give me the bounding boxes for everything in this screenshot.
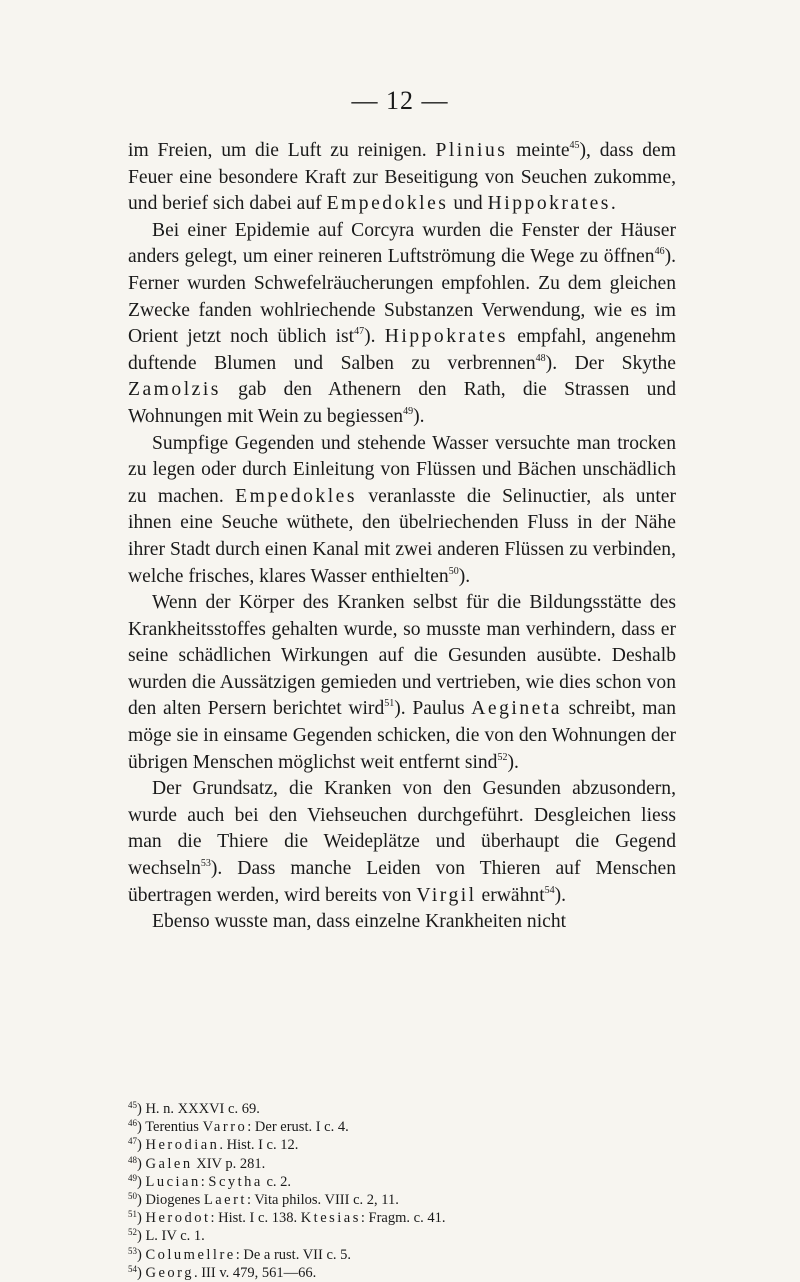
text-run: : Fragm. c. 41. xyxy=(360,1210,446,1227)
spaced-name: Hippokrates xyxy=(384,326,509,348)
footnote-ref: 53 xyxy=(128,1245,137,1256)
spaced-name: Laert xyxy=(203,1192,247,1209)
text-run: ) xyxy=(137,1246,146,1263)
text-run: ) Terentius xyxy=(137,1119,203,1136)
text-run: veranlasste die Selinuctier, als unter ihnen eine Seuche wüthete, den übelriechenden Fluss in der Nähe ihrer Stadt durch einen Kanal mit zwei anderen Flüssen zu verbinden, welche frisches, klares Wasser enthielten xyxy=(128,485,676,587)
footnote-ref: 45 xyxy=(128,1100,137,1110)
text-run: ). Dass manche Leiden von Thieren auf Menschen übertragen werden, wird bereits von xyxy=(128,858,676,906)
paragraph xyxy=(128,776,676,909)
paragraph xyxy=(128,218,676,431)
text-run: und xyxy=(448,193,488,215)
footnote-ref: 48 xyxy=(535,352,546,364)
text-run: c. 2. xyxy=(262,1173,292,1190)
spaced-name: Herodot xyxy=(145,1210,211,1227)
text-run: Der Grundsatz, die Kranken von den Gesunden abzusondern, wurde auch bei den Viehseuchen durchgeführt. Desgleichen liess man die Thiere die Weideplätze und überhaupt die Gegend wechseln xyxy=(128,778,676,880)
text-run: : Der erust. I c. 4. xyxy=(247,1119,349,1136)
text-run: ) H. n. XXXVI c. 69. xyxy=(137,1101,260,1117)
spaced-name: Georg xyxy=(145,1264,194,1281)
text-run: : xyxy=(200,1173,209,1190)
paragraph xyxy=(128,138,676,218)
footnote-ref: 52 xyxy=(497,751,508,763)
text-run: : Vita philos. VIII c. 2, 11. xyxy=(246,1192,399,1209)
footnote xyxy=(128,1100,676,1118)
footnotes xyxy=(128,1100,676,1282)
paragraph xyxy=(128,431,676,591)
text-run: erwähnt xyxy=(476,884,545,906)
spaced-name: Zamolzis xyxy=(128,379,221,401)
text-run: ). xyxy=(364,326,385,348)
text-run: Ebenso wusste man, dass einzelne Krankheiten nicht xyxy=(152,911,567,933)
footnote-ref: 45 xyxy=(569,140,580,151)
footnote-ref: 50 xyxy=(128,1191,137,1202)
spaced-name: Empedokles xyxy=(235,485,357,507)
footnote xyxy=(128,1173,676,1191)
text-run: empfahl, angenehm duftende Blumen und Salben zu verbrennen xyxy=(128,326,677,374)
footnote-ref: 54 xyxy=(128,1263,137,1274)
footnote-ref: 49 xyxy=(128,1172,137,1183)
text-run: im Freien, um die Luft zu reinigen. xyxy=(128,140,436,161)
text-run: gab den Athenern den Rath, die Strassen und Wohnungen mit Wein zu begiessen xyxy=(128,379,676,427)
text-run: meinte xyxy=(507,140,570,161)
paragraph xyxy=(128,590,676,776)
footnote xyxy=(128,1246,676,1264)
body-text xyxy=(128,138,676,936)
spaced-name: Ktesias xyxy=(300,1210,361,1227)
footnote-ref: 46 xyxy=(128,1118,137,1129)
footnote-ref: 49 xyxy=(403,405,414,417)
text-run: : Hist. I c. 138. xyxy=(210,1210,301,1227)
text-run: ). xyxy=(507,751,519,773)
paragraph xyxy=(128,909,676,936)
spaced-name: Empedokles xyxy=(326,193,449,215)
footnote xyxy=(128,1227,676,1245)
text-run: ) L. IV c. 1. xyxy=(137,1228,205,1245)
footnote-ref: 53 xyxy=(200,858,211,870)
spaced-name: Varro xyxy=(202,1119,248,1136)
footnote xyxy=(128,1136,676,1154)
text-run: ). Der Skythe xyxy=(545,352,676,374)
text-run: ). Paulus xyxy=(394,698,472,720)
text-run: . Hist. I c. 12. xyxy=(219,1137,299,1154)
footnote-ref: 51 xyxy=(128,1209,137,1220)
footnote xyxy=(128,1264,676,1282)
footnote-ref: 48 xyxy=(128,1154,137,1165)
text-run: . xyxy=(610,193,616,215)
footnote-ref: 47 xyxy=(354,326,365,338)
footnote-ref: 51 xyxy=(384,698,395,710)
text-run: ). xyxy=(413,405,425,427)
text-run: ) xyxy=(137,1155,146,1172)
footnote xyxy=(128,1209,676,1227)
spaced-name: Galen xyxy=(145,1155,193,1172)
text-run: . III v. 479, 561—66. xyxy=(193,1264,317,1281)
spaced-name: Hippokrates xyxy=(487,193,611,215)
text-run: ). Ferner wurden Schwefelräucherungen empfohlen. Zu dem gleichen Zwecke fanden wohlriechende Substanzen Verwendung, wie es im Orient jetzt noch üblich ist xyxy=(128,246,676,348)
footnote xyxy=(128,1155,676,1173)
spaced-name: Herodian xyxy=(145,1137,220,1154)
footnote-ref: 50 xyxy=(448,565,459,577)
text-run: ) xyxy=(137,1264,146,1281)
text-run: Sumpfige Gegenden und stehende Wasser versuchte man trocken zu legen oder durch Einleitung von Flüssen und Bächen unschädlich zu machen. xyxy=(128,432,676,507)
footnote-ref: 54 xyxy=(544,884,555,896)
page-number: — 12 — xyxy=(351,86,449,115)
text-run: ) Diogenes xyxy=(137,1192,204,1209)
text-run: : De a rust. VII c. 5. xyxy=(235,1246,352,1263)
footnote xyxy=(128,1118,676,1136)
text-run: ) xyxy=(137,1173,146,1190)
text-run: XIV p. 281. xyxy=(192,1155,266,1172)
text-run: ), dass dem Feuer eine besondere Kraft zur Beseitigung von Seuchen zukomme, und berief sich dabei auf xyxy=(128,140,676,215)
footnote-ref: 46 xyxy=(654,246,665,258)
spaced-name: Plinius xyxy=(435,140,508,161)
spaced-name: Lucian xyxy=(145,1173,201,1190)
text-run: ) xyxy=(137,1137,146,1154)
text-run: ) xyxy=(137,1210,146,1227)
spaced-name: Scytha xyxy=(208,1173,263,1190)
footnote xyxy=(128,1191,676,1209)
spaced-name: Columellre xyxy=(145,1246,236,1263)
text-run: ). xyxy=(554,884,567,906)
spaced-name: Aegineta xyxy=(471,698,562,720)
spaced-name: Virgil xyxy=(416,884,477,906)
footnote-ref: 52 xyxy=(128,1227,137,1238)
text-run: ). xyxy=(458,565,471,587)
footnote-ref: 47 xyxy=(128,1136,137,1147)
text-run: Wenn der Körper des Kranken selbst für die Bildungsstätte des Krankheitsstoffes gehalten wurde, so musste man verhindern, dass er seine schädlichen Wirkungen auf die Gesunden ausübte. Deshalb wurden die Aussätzigen gemieden und vertrieben, wie dies schon von den alten Persern berichtet wird xyxy=(128,592,676,720)
text-run: Bei einer Epidemie auf Corcyra wurden die Fenster der Häuser anders gelegt, um einer reineren Luftströmung die Wege zu öffnen xyxy=(128,219,676,268)
text-run: schreibt, man möge sie in einsame Gegenden schicken, die von den Wohnungen der übrigen Menschen möglichst weit entfernt sind xyxy=(128,698,676,773)
